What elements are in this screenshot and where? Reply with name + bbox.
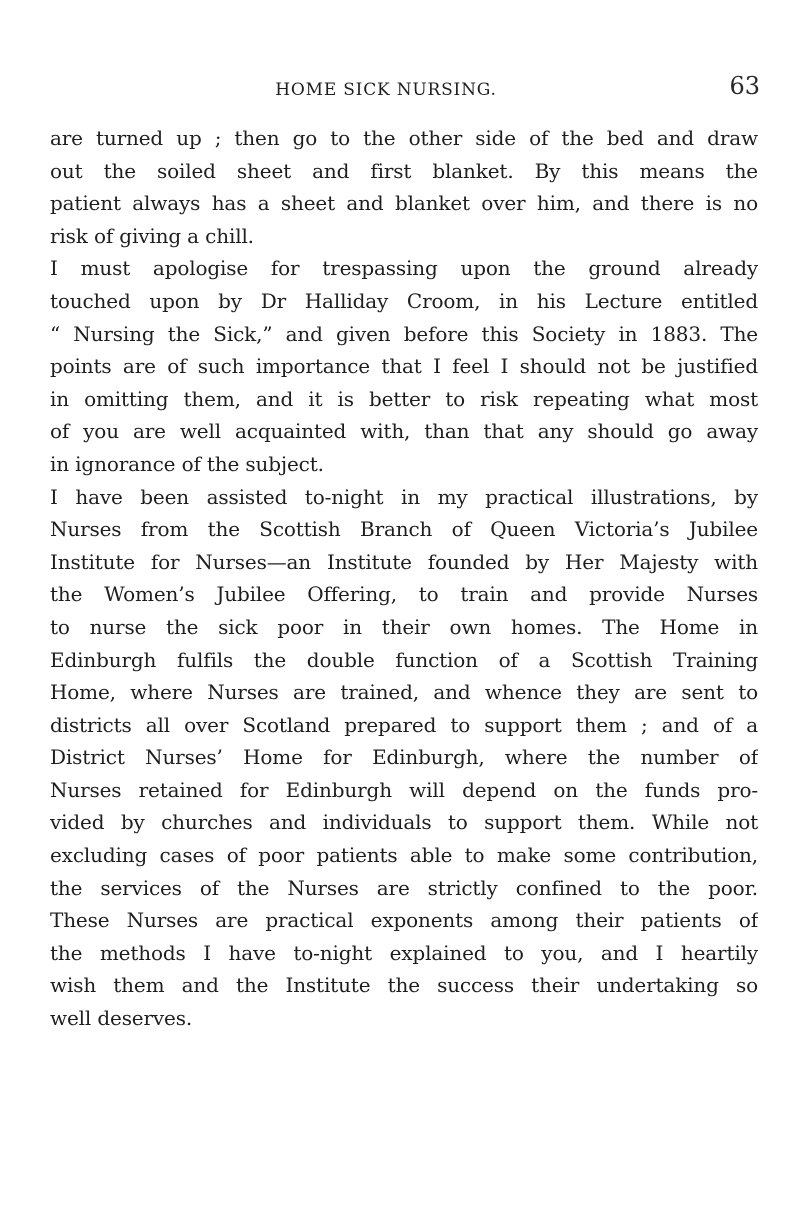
page-number: 63 (729, 72, 760, 100)
text-line: Nurses from the Scottish Branch of Queen Victoria’s Jubilee (50, 517, 758, 542)
text-line: wish them and the Institute the success their undertaking so (50, 973, 758, 998)
text-line: the services of the Nurses are strictly confined to the poor. (50, 875, 758, 900)
text-line: the methods I have to-night explained to you, and I heartily (50, 940, 758, 965)
text-line: I have been assisted to-night in my practical illustrations, by (50, 484, 758, 509)
text-line: are turned up ; then go to the other side of the bed and draw (50, 126, 758, 150)
text-line: risk of giving a chill. (50, 223, 254, 248)
text-line: These Nurses are practical exponents among their patients of (50, 908, 758, 933)
text-line: Edinburgh fulfils the double function of a Scottish Training (50, 647, 758, 672)
text-line: in omitting them, and it is better to risk repeating what most (50, 386, 758, 411)
text-line: Home, where Nurses are trained, and whence they are sent to (50, 680, 758, 705)
text-line: in ignorance of the subject. (50, 451, 324, 476)
text-line: the Women’s Jubilee Offering, to train and provide Nurses (50, 582, 758, 607)
running-head (0, 72, 800, 110)
text-line: well deserves. (50, 1006, 193, 1031)
text-line: Nurses retained for Edinburgh will depend on the funds pro- (50, 777, 758, 802)
text-line: to nurse the sick poor in their own homes. The Home in (50, 614, 758, 639)
text-line: I must apologise for trespassing upon the ground already (50, 256, 758, 281)
text-line: excluding cases of poor patients able to make some contribution, (50, 843, 758, 868)
text-line: patient always has a sheet and blanket over him, and there is no (50, 191, 758, 216)
text-line: vided by churches and individuals to support them. While not (50, 810, 758, 835)
text-line: Institute for Nurses—an Institute founded by Her Majesty with (50, 549, 758, 574)
text-line: of you are well acquainted with, than that any should go away (50, 419, 758, 444)
text-line: districts all over Scotland prepared to support them ; and of a (50, 712, 758, 737)
text-line: District Nurses’ Home for Edinburgh, where the number of (50, 745, 758, 770)
text-line: points are of such importance that I feel I should not be justified (50, 354, 758, 379)
body-text (50, 122, 758, 1035)
text-line: touched upon by Dr Halliday Croom, in his Lecture entitled (50, 288, 758, 313)
text-line: “ Nursing the Sick,” and given before this Society in 1883. The (50, 321, 758, 346)
text-line: out the soiled sheet and first blanket. By this means the (50, 158, 758, 183)
running-title: HOME SICK NURSING. (275, 80, 497, 100)
